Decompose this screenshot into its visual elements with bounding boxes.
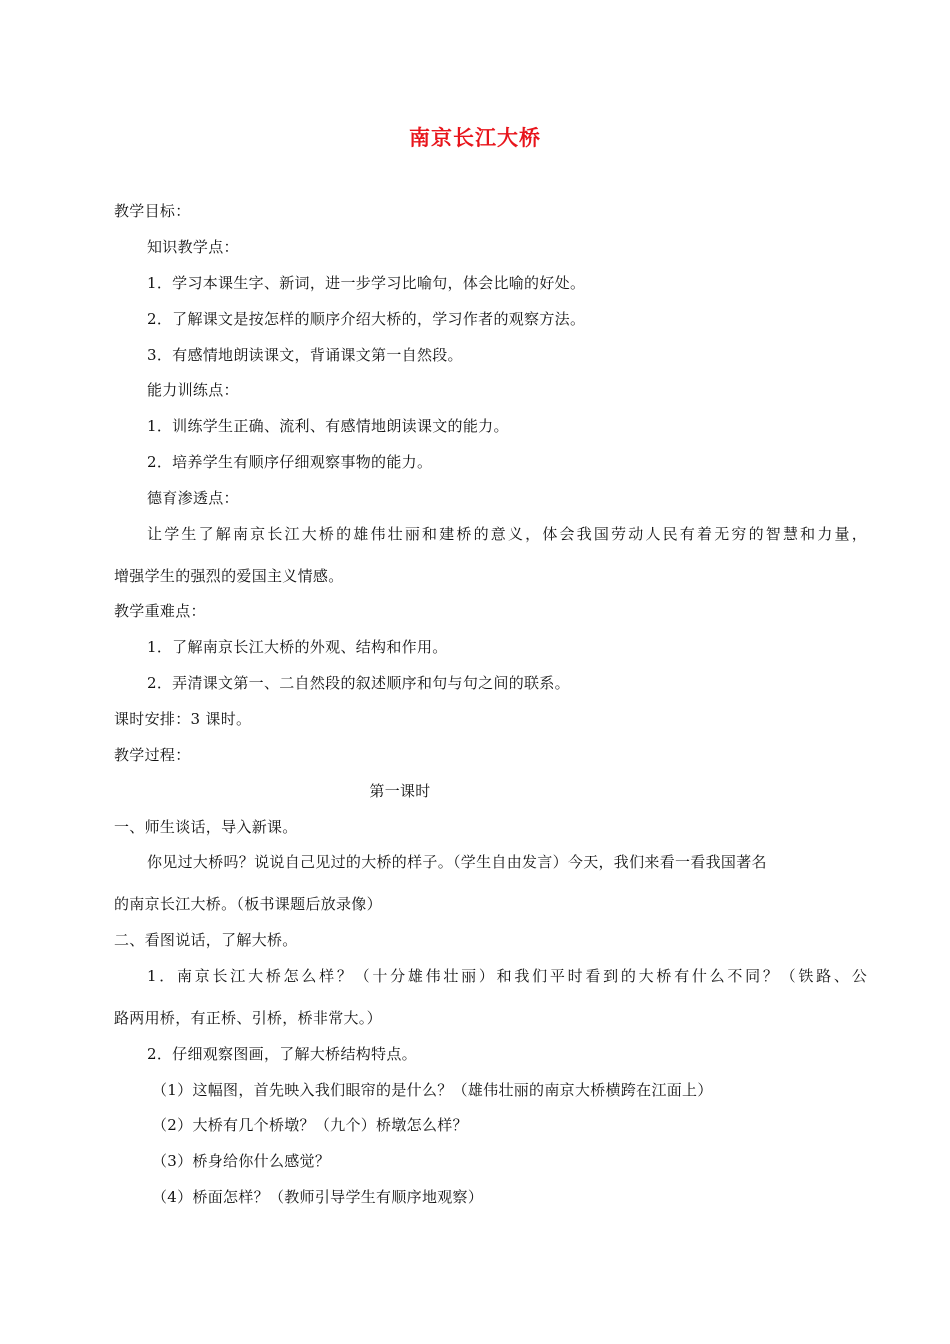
- heading-process: 教学过程：: [114, 746, 191, 764]
- question-item: （4）桥面怎样？（教师引导学生有顺序地观察）: [152, 1188, 484, 1206]
- page-title: 南京长江大桥: [409, 126, 541, 150]
- heading-objectives: 教学目标：: [114, 202, 191, 220]
- section-heading: 第一课时: [369, 782, 431, 800]
- step-heading: 二、看图说话，了解大桥。: [114, 931, 298, 949]
- paragraph-line: 增强学生的强烈的爱国主义情感。: [114, 567, 344, 585]
- subheading-knowledge: 知识教学点：: [147, 238, 239, 256]
- list-item: 2．弄清课文第一、二自然段的叙述顺序和句与句之间的联系。: [147, 674, 570, 692]
- question-item: （2）大桥有几个桥墩？（九个）桥墩怎么样？: [152, 1116, 468, 1134]
- list-item: 1．南京长江大桥怎么样？（十分雄伟壮丽）和我们平时看到的大桥有什么不同？（铁路、公: [147, 967, 867, 985]
- paragraph-line: 你见过大桥吗？说说自己见过的大桥的样子。（学生自由发言）今天，我们来看一看我国著名: [147, 853, 767, 871]
- list-item: 2．了解课文是按怎样的顺序介绍大桥的，学习作者的观察方法。: [147, 310, 586, 328]
- list-item: 1．学习本课生字、新词，进一步学习比喻句，体会比喻的好处。: [147, 274, 586, 292]
- list-item: 2．仔细观察图画，了解大桥结构特点。: [147, 1045, 417, 1063]
- list-item: 2．培养学生有顺序仔细观察事物的能力。: [147, 453, 433, 471]
- paragraph-line: 路两用桥，有正桥、引桥，桥非常大。）: [114, 1009, 382, 1027]
- question-item: （1）这幅图，首先映入我们眼帘的是什么？（雄伟壮丽的南京大桥横跨在江面上）: [152, 1081, 713, 1099]
- subheading-ability: 能力训练点：: [147, 381, 239, 399]
- list-item: 3．有感情地朗读课文，背诵课文第一自然段。: [147, 346, 463, 364]
- heading-key-points: 教学重难点：: [114, 602, 206, 620]
- step-heading: 一、师生谈话，导入新课。: [114, 818, 298, 836]
- schedule-line: 课时安排：3 课时。: [114, 710, 252, 728]
- list-item: 1．训练学生正确、流利、有感情地朗读课文的能力。: [147, 417, 509, 435]
- list-item: 1．了解南京长江大桥的外观、结构和作用。: [147, 638, 448, 656]
- paragraph-line: 让学生了解南京长江大桥的雄伟壮丽和建桥的意义，体会我国劳动人民有着无穷的智慧和力量，: [147, 525, 867, 543]
- subheading-moral: 德育渗透点：: [147, 489, 239, 507]
- paragraph-line: 的南京长江大桥。（板书课题后放录像）: [114, 895, 382, 913]
- question-item: （3）桥身给你什么感觉？: [152, 1152, 331, 1170]
